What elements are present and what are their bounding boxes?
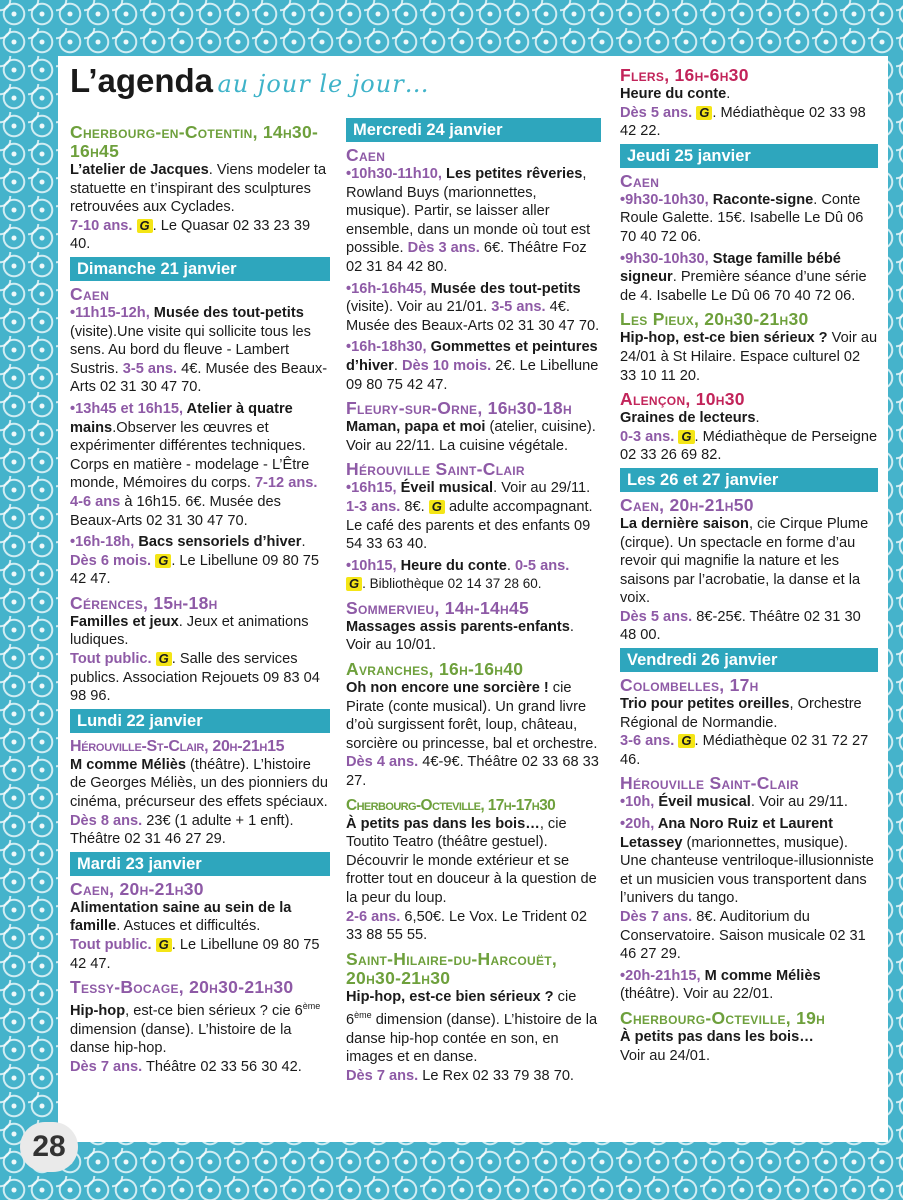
place-les-pieux: Les Pieux, 20h30-21h30: [620, 309, 809, 330]
place-herouville: Hérouville-St-Clair, 20h-21h15: [70, 737, 285, 755]
page-title-bold: L’agenda: [70, 62, 214, 99]
event-petites-reveries: •10h30-11h10, Les petites rêveries, Rowland Buys (marionnettes, musique). Partir, se laisser aller ensemble, dans un monde où tout est possible. Dès 3 ans. 6€. Théâtre Foz 02 31 84 42 80.: [346, 166, 591, 275]
place-caen-jeudi: Caen: [620, 170, 660, 191]
event-sorciere: Oh non encore une sorcière ! cie Pirate (conte musical). Un grand livre d’où surgissent forêt, loup, château, sorcière ou princesse, bal et orchestre. Dès 4 ans. 4€-9€. Théâtre 02 33 68 33 27.: [346, 680, 599, 790]
event-m-comme-melies: M comme Méliès (théâtre). L’histoire de Georges Méliès, un des pionniers du cinéma, précurseur des effets spéciaux. Dès 8 ans. 23€ (1 adulte + 1 enft). Théâtre 02 31 46 27 29.: [70, 756, 328, 848]
event-petits-pas: À petits pas dans les bois…, cie Toutito Teatro (théâtre gestuel). Découvrir le monde extérieur et se frotter tout en douceur à la question de la peur du loup. 2-6 ans. 6,50€. Le Vox. Le Trident 02 33 88 55 55.: [346, 815, 597, 944]
place-caen: Caen: [70, 283, 110, 304]
place-avranches: Avranches, 16h-16h40: [346, 659, 524, 680]
event-eveil-musical-2: •10h, Éveil musical. Voir au 29/11.: [620, 794, 848, 811]
day-bar-mercredi: Mercredi 24 janvier: [346, 118, 601, 142]
free-badge: G: [696, 106, 712, 120]
place-caen-mardi: Caen, 20h-21h30: [70, 878, 204, 899]
event-bebe-signeur: •9h30-10h30, Stage famille bébé signeur. Première séance d’une série de 4. Isabelle Le Dû 06 70 40 72 06.: [620, 250, 867, 304]
event-heure-conte-flers: Heure du conte. Dès 5 ans. G . Médiathèque 02 33 98 42 22.: [620, 86, 866, 140]
place-cherbourg: Cherbourg-en-Cotentin, 14h30-16h45: [70, 122, 319, 161]
event-petits-pas-2: À petits pas dans les bois… Voir au 24/01.: [620, 1028, 814, 1064]
event-alimentation: Alimentation saine au sein de la famille. Astuces et difficultés. Tout public. G . Le Libellune 09 80 75 42 47.: [70, 899, 320, 972]
free-badge: G: [137, 219, 153, 233]
event-musee-tout-petits-2: •16h-16h45, Musée des tout-petits (visite). Voir au 21/01. 3-5 ans. 4€. Musée des Beaux-Arts 02 31 30 47 70.: [346, 280, 600, 334]
event-m-comme-melies-2: •20h-21h15, M comme Méliès (théâtre). Voir au 22/01.: [620, 967, 821, 1003]
event-musee-tout-petits: •11h15-12h, Musée des tout-petits (visite).Une visite qui sollicite tous les sens. Au bord du fleuve - Lambert Sustris. 3-5 ans. 4€. Musée des Beaux-Arts 02 31 30 47 70.: [70, 304, 328, 396]
event-trio: Trio pour petites oreilles, Orchestre Régional de Normandie. 3-6 ans. G . Médiathèque 02 31 72 27 46.: [620, 696, 869, 768]
free-badge: G: [678, 430, 694, 444]
page-title: [70, 62, 430, 100]
place-tessy: Tessy-Bocage, 20h30-21h30: [70, 977, 294, 998]
agenda-page: [58, 56, 888, 1142]
day-bar-vendredi: Vendredi 26 janvier: [620, 648, 878, 672]
event-maman-papa-moi: Maman, papa et moi (atelier, cuisine). Voir au 22/11. La cuisine végétale.: [346, 419, 596, 454]
event-eveil-musical: •16h15, Éveil musical. Voir au 29/11. 1-3 ans. 8€. G adulte accompagnant. Le café des parents et des enfants 09 54 33 63 40.: [346, 480, 593, 553]
place-alencon: Alençon, 10h30: [620, 389, 745, 410]
free-badge: G: [156, 652, 172, 666]
event-ana-noro: •20h, Ana Noro Ruiz et Laurent Letassey (marionnettes, musique). Une chanteuse ventriloque-illusionniste et un musicien vous transportent dans l’univers du tango. Dès 7 ans. 8€. Auditorium du Conservatoire. Saison musicale 02 31 46 27 29.: [620, 816, 874, 963]
place-herouville-vendredi: Hérouville Saint-Clair: [620, 773, 799, 794]
place-colombelles: Colombelles, 17h: [620, 675, 759, 696]
place-cerences: Cérences, 15h-18h: [70, 592, 218, 613]
day-bar-dimanche: Dimanche 21 janvier: [70, 257, 330, 281]
place-herouville-mercredi: Hérouville Saint-Clair: [346, 459, 525, 480]
day-bar-lundi: Lundi 22 janvier: [70, 709, 330, 733]
event-graines-lecteurs: Graines de lecteurs. 0-3 ans. G . Médiathèque de Perseigne 02 33 26 69 82.: [620, 410, 878, 464]
page-number: 28: [20, 1122, 78, 1172]
event-massages: Massages assis parents-enfants. Voir au 10/01.: [346, 618, 574, 654]
event-raconte-signe: •9h30-10h30, Raconte-signe. Conte Roule Galette. 15€. Isabelle Le Dû 06 70 40 72 06.: [620, 191, 864, 245]
place-saint-hilaire: Saint-Hilaire-du-Harcouët, 20h30-21h30: [346, 948, 558, 988]
place-sommervieu: Sommervieu, 14h-14h45: [346, 597, 530, 618]
event-atelier-jacques: L’atelier de Jacques. Viens modeler ta statuette en t’inspirant des sculptures retrouvées aux Cyclades. 7-10 ans. G . Le Quasar 02 33 23 39 40.: [70, 162, 327, 253]
free-badge: G: [156, 938, 172, 952]
free-badge: G: [155, 554, 171, 568]
place-fleury: Fleury-sur-Orne, 16h30-18h: [346, 398, 572, 419]
place-cherbourg-octeville: Cherbourg-Octeville, 17h-17h30: [346, 796, 556, 814]
page-title-script: au jour le jour…: [217, 70, 430, 98]
place-flers: Flers, 16h-6h30: [620, 65, 749, 85]
column-3: [620, 62, 878, 1068]
event-bacs-sensoriels: •16h-18h, Bacs sensoriels d’hiver. Dès 6 mois. G . Le Libellune 09 80 75 42 47.: [70, 534, 319, 588]
event-familles-jeux: Familles et jeux. Jeux et animations ludiques. Tout public. G . Salle des services publics. Association Rejouets 09 83 04 98 96.: [70, 613, 320, 705]
place-cherbourg-vendredi: Cherbourg-Octeville, 19h: [620, 1007, 826, 1028]
free-badge: G: [346, 577, 362, 591]
event-hip-hop-pieux: Hip-hop, est-ce bien sérieux ? Voir au 24/01 à St Hilaire. Espace culturel 02 33 10 11 20.: [620, 330, 878, 384]
place-caen-weekend: Caen, 20h-21h50: [620, 494, 754, 515]
day-bar-weekend: Les 26 et 27 janvier: [620, 468, 878, 492]
event-hip-hop-rex: Hip-hop, est-ce bien sérieux ? cie 6ème dimension (danse). L’histoire de la danse hip-hop contée en son, en images et en danse. Dès 7 ans. Le Rex 02 33 79 38 70.: [346, 988, 598, 1085]
event-heure-du-conte: •10h15, Heure du conte. 0-5 ans. G . Bibliothèque 02 14 37 28 60.: [346, 557, 570, 592]
event-derniere-saison: La dernière saison, cie Cirque Plume (cirque). Un spectacle en forme d’au revoir qui magnifie la nature et les saisons par l’acrobatie, la danse et la voix. Dès 5 ans. 8€-25€. Théâtre 02 31 30 48 00.: [620, 515, 869, 644]
free-badge: G: [678, 734, 694, 748]
column-2: [346, 116, 601, 1089]
column-1: [70, 118, 330, 1079]
place-caen-mercredi: Caen: [346, 145, 386, 165]
day-bar-jeudi: Jeudi 25 janvier: [620, 144, 878, 168]
day-bar-mardi: Mardi 23 janvier: [70, 852, 330, 876]
event-hip-hop-tessy: Hip-hop, est-ce bien sérieux ? cie 6ème dimension (danse). L’histoire de la danse hip-hop. Dès 7 ans. Théâtre 02 33 56 30 42.: [70, 1001, 321, 1075]
event-gommettes: •16h-18h30, Gommettes et peintures d’hiver. Dès 10 mois. 2€. Le Libellune 09 80 75 42 47.: [346, 339, 599, 393]
free-badge: G: [429, 500, 445, 514]
event-atelier-quatre-mains: •13h45 et 16h15, Atelier à quatre mains.Observer les œuvres et expérimenter différentes techniques. Corps en matière - modelage - L’Être monde, Mémoires du corps. 7-12 ans. 4-6 ans à 16h15. 6€. Musée des Beaux-Arts 02 31 30 47 70.: [70, 400, 318, 529]
